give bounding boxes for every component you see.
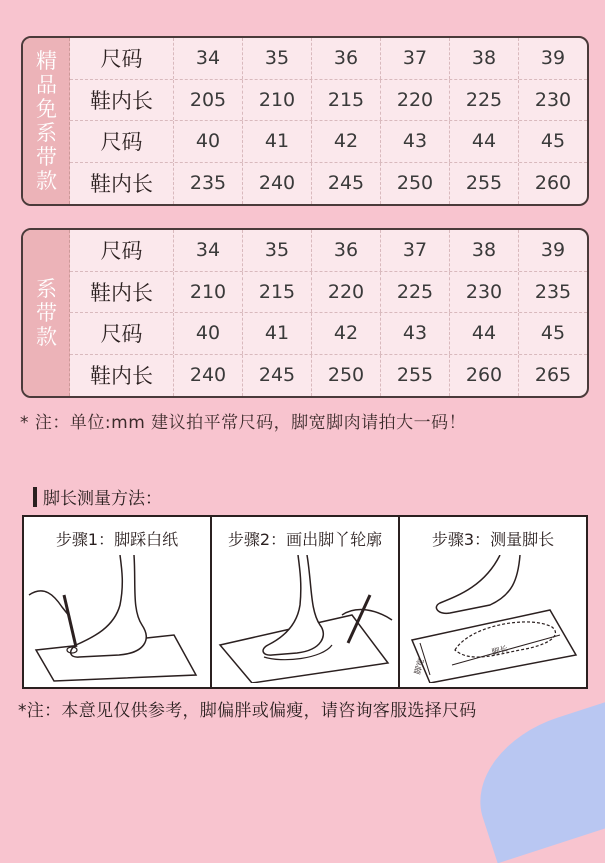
corner-decoration	[461, 697, 605, 863]
row-header: 鞋内长	[70, 272, 174, 313]
step-3-panel	[400, 517, 586, 687]
table-cell: 210	[243, 80, 312, 121]
table-cell: 44	[450, 313, 519, 354]
table-cell: 38	[450, 38, 519, 79]
row-header: 尺码	[70, 230, 174, 271]
table-cell: 245	[312, 163, 381, 205]
table-cell: 235	[534, 280, 572, 303]
side-label-text: 系带款	[36, 277, 57, 349]
table-cell: 215	[312, 80, 381, 121]
row-header: 鞋内长	[70, 163, 174, 205]
table-cell: 34	[174, 230, 243, 271]
side-label	[23, 230, 70, 396]
step-2-panel	[212, 517, 400, 687]
table-cell: 220	[381, 80, 450, 121]
unit-note: * 注：单位:mm 建议拍平常尺码，脚宽脚肉请拍大一码！	[20, 413, 467, 433]
table-cell: 40	[174, 121, 243, 162]
size-grid	[70, 230, 587, 396]
row-header: 鞋内长	[70, 355, 174, 397]
size-table-premium	[21, 36, 589, 206]
size-grid	[70, 38, 587, 204]
table-cell: 245	[243, 355, 312, 397]
table-cell: 260	[450, 355, 519, 397]
table-cell: 39	[540, 239, 566, 262]
table-cell: 36	[312, 230, 381, 271]
measure-length-illustration	[400, 555, 586, 683]
table-cell: 35	[243, 38, 312, 79]
heading-bar	[33, 487, 37, 507]
table-row	[70, 38, 587, 80]
foot-width-label: 脚宽	[412, 657, 426, 676]
row-header: 鞋内长	[70, 80, 174, 121]
table-cell: 240	[243, 163, 312, 205]
reference-note: *注：本意见仅供参考，脚偏胖或偏瘦，请咨询客服选择尺码	[18, 701, 477, 721]
table-cell: 255	[450, 163, 519, 205]
table-row	[70, 230, 587, 272]
table-cell: 225	[381, 272, 450, 313]
trace-foot-illustration	[212, 555, 398, 683]
method-heading	[33, 484, 162, 509]
table-row	[70, 163, 587, 205]
step-caption: 步骤1：脚踩白纸	[55, 530, 179, 549]
table-cell: 230	[450, 272, 519, 313]
side-label	[23, 38, 70, 204]
table-cell: 44	[450, 121, 519, 162]
table-row	[70, 313, 587, 355]
table-row	[70, 80, 587, 122]
table-cell: 39	[540, 47, 566, 70]
table-cell: 42	[312, 313, 381, 354]
table-cell: 42	[312, 121, 381, 162]
table-cell: 250	[381, 163, 450, 205]
size-table-laced	[21, 228, 589, 398]
table-row	[70, 355, 587, 397]
table-cell: 40	[174, 313, 243, 354]
table-cell: 250	[312, 355, 381, 397]
foot-length-label: 脚长	[490, 644, 509, 657]
table-cell: 230	[534, 88, 572, 111]
row-header: 尺码	[70, 313, 174, 354]
table-cell: 35	[243, 230, 312, 271]
step-1-panel	[24, 517, 212, 687]
step-caption: 步骤3：测量脚长	[431, 530, 555, 549]
table-cell: 205	[174, 80, 243, 121]
table-cell: 235	[174, 163, 243, 205]
table-cell: 215	[243, 272, 312, 313]
foot-on-paper-illustration	[24, 555, 210, 683]
table-cell: 220	[312, 272, 381, 313]
table-cell: 34	[174, 38, 243, 79]
table-cell: 38	[450, 230, 519, 271]
table-cell: 43	[381, 313, 450, 354]
table-cell: 37	[381, 230, 450, 271]
table-cell: 265	[534, 364, 572, 387]
table-cell: 255	[381, 355, 450, 397]
method-title-text: 脚长测量方法：	[43, 489, 162, 509]
table-cell: 260	[534, 172, 572, 195]
table-cell: 210	[174, 272, 243, 313]
table-cell: 225	[450, 80, 519, 121]
table-row	[70, 272, 587, 314]
table-cell: 37	[381, 38, 450, 79]
table-cell: 240	[174, 355, 243, 397]
table-row	[70, 121, 587, 163]
table-cell: 43	[381, 121, 450, 162]
row-header: 尺码	[70, 121, 174, 162]
table-cell: 41	[243, 121, 312, 162]
side-label-text: 精品免系带款	[36, 49, 57, 193]
table-cell: 45	[540, 130, 566, 153]
measurement-steps	[22, 515, 588, 689]
row-header: 尺码	[70, 38, 174, 79]
step-caption: 步骤2：画出脚丫轮廓	[227, 530, 383, 549]
table-cell: 36	[312, 38, 381, 79]
table-cell: 41	[243, 313, 312, 354]
table-cell: 45	[540, 322, 566, 345]
